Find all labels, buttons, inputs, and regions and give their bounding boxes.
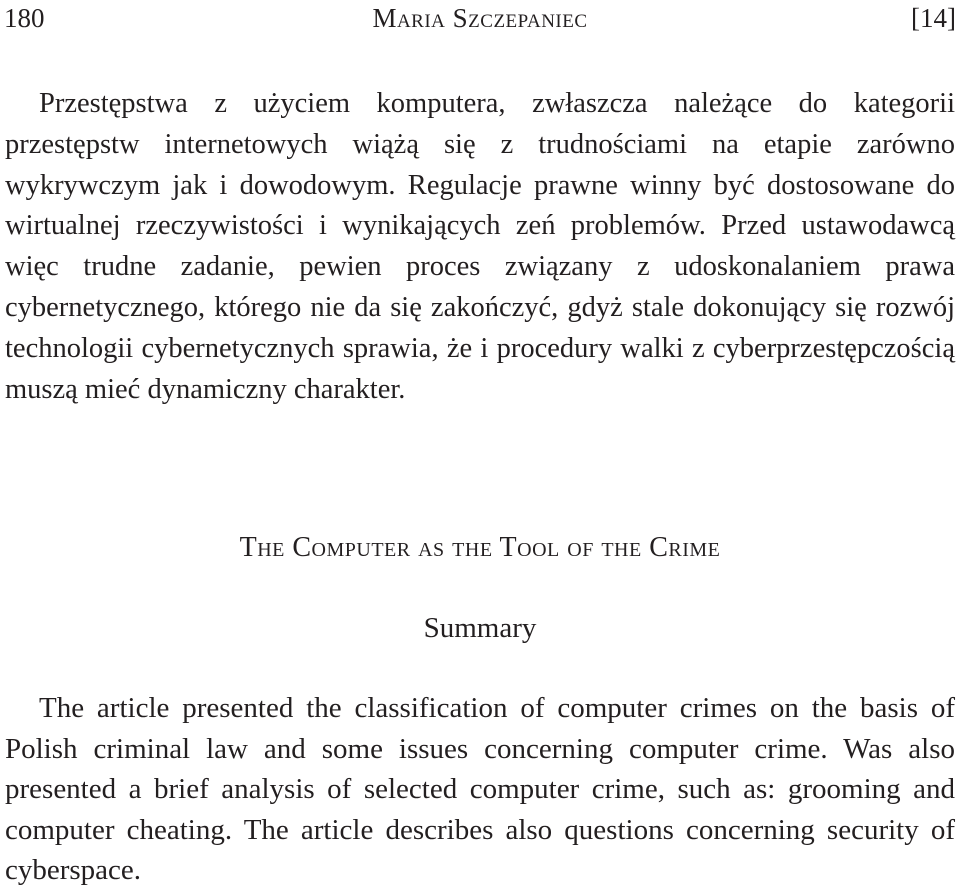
section-title: The Computer as the Tool of the Crime	[239, 532, 721, 563]
page-number: 180	[4, 3, 45, 33]
summary-heading: Summary	[423, 612, 537, 644]
summary-paragraph: The article presented the classification of computer crimes on the basis of Polish criminal law and some issues concerning computer crime. Was also presented a brief analysis of selected computer crime, such as: grooming and computer cheating. The article describes also questions concerning security of cyberspace.	[5, 692, 955, 886]
body-paragraph: Przestępstwa z użyciem komputera, zwłaszcza należące do kategorii przestępstw internetowych wiążą się z trudnościami na etapie zarówno wykrywczym jak i dowodowym. Regulacje prawne winny być dostosowane do wirtualnej rzeczywistości i wynikających zeń problemów. Przed ustawodawcą więc trudne zadanie, pewien proces związany z udoskonalaniem prawa cybernetycznego, którego nie da się zakończyć, gdyż stale dokonujący się rozwój technologii cybernetycznych sprawia, że i procedury walki z cyberprzestępczością muszą mieć dynamiczny charakter.	[5, 88, 955, 405]
running-head-author: Maria Szczepaniec	[372, 3, 588, 33]
running-head	[0, 0, 960, 40]
note-reference: [14]	[911, 3, 956, 33]
